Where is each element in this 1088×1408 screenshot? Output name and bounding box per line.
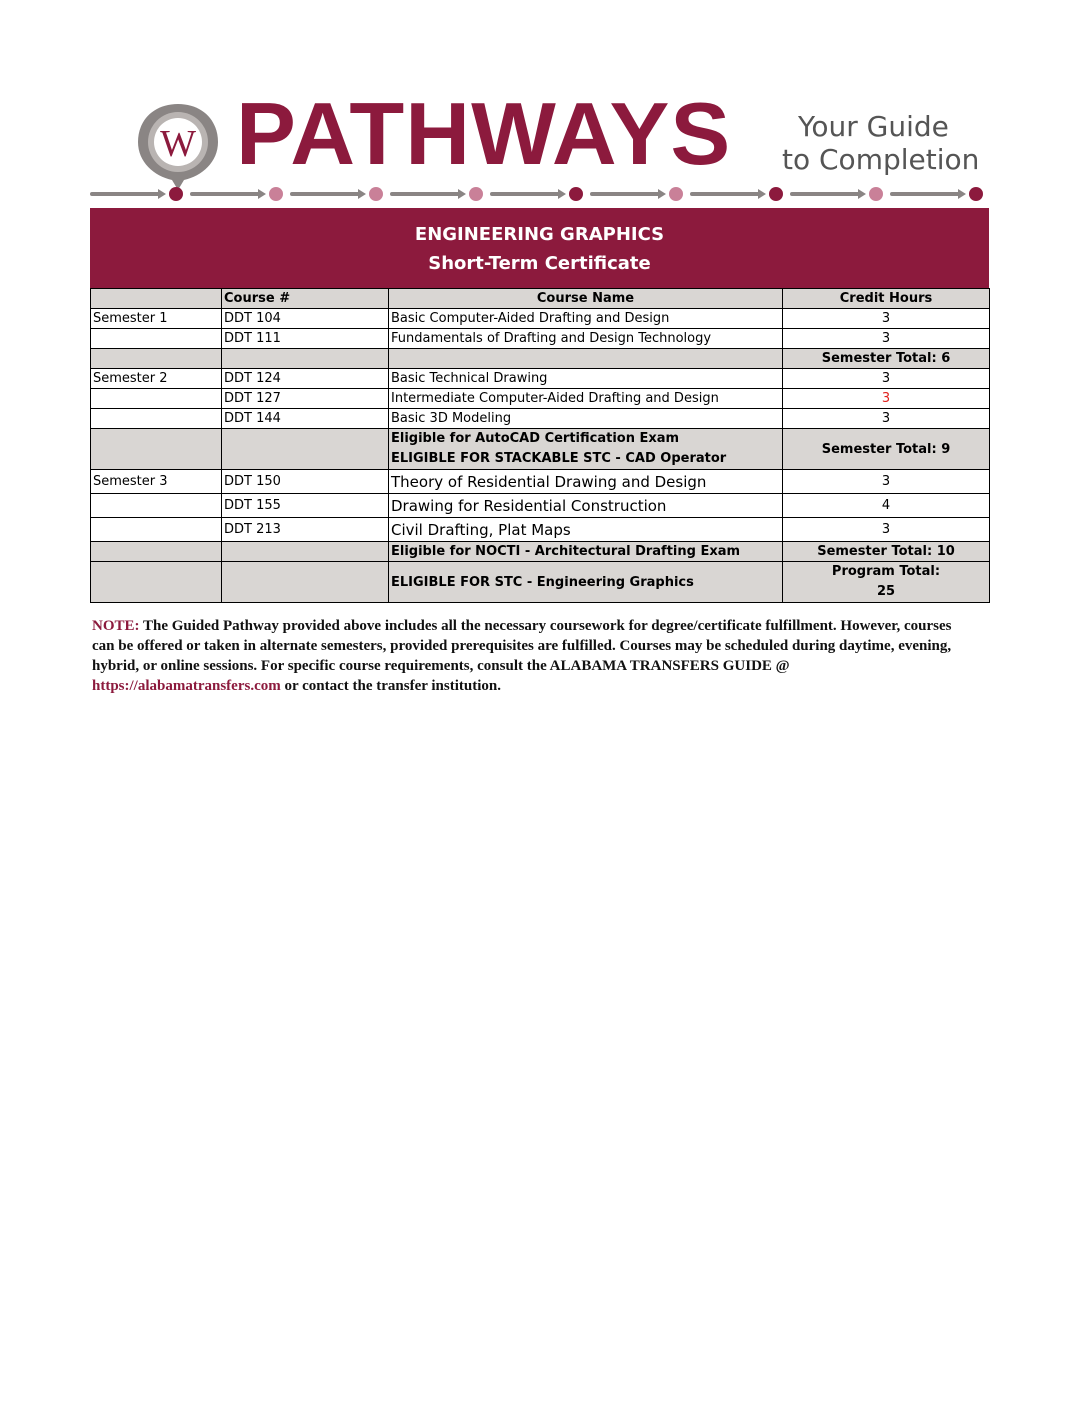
semester-total-cell: Semester Total: 6 xyxy=(783,349,990,369)
semester-total-row xyxy=(91,349,990,369)
semester-total-row xyxy=(91,429,990,470)
table-row xyxy=(91,329,990,349)
course-code-cell: DDT 104 xyxy=(222,309,389,329)
pathway-table xyxy=(90,208,989,603)
semester-cell: Semester 1 xyxy=(91,309,222,329)
table-row xyxy=(91,389,990,409)
divider-arrowhead xyxy=(758,189,766,199)
eligibility-cell: Eligible for NOCTI - Architectural Drafting Exam xyxy=(389,542,783,562)
credit-hours-cell: 4 xyxy=(783,494,990,518)
course-code-cell: DDT 124 xyxy=(222,369,389,389)
program-subtitle: Short-Term Certificate xyxy=(428,253,651,274)
divider-dot xyxy=(369,187,383,201)
note-text: The Guided Pathway provided above includes all the necessary coursework for degree/certificate fulfillment. However, courses can be offered or taken in alternate semesters, provided prerequisites are fulfilled. Courses may be scheduled during daytime, evening, hybrid, or online sessions. For specific course requirements, consult the ALABAMA TRANSFERS GUIDE @ xyxy=(92,618,952,674)
arrow-dot-divider xyxy=(90,184,990,204)
pathways-header xyxy=(90,84,990,208)
course-code-cell: DDT 127 xyxy=(222,389,389,409)
divider-dot xyxy=(269,187,283,201)
program-total-label: Program Total: xyxy=(831,564,941,579)
semester-cell xyxy=(91,429,222,470)
course-name-cell: Basic 3D Modeling xyxy=(389,409,783,429)
program-banner xyxy=(90,208,989,288)
course-code-cell xyxy=(222,542,389,562)
pathways-wordmark: PATHWAYS xyxy=(236,84,732,183)
course-code-cell: DDT 111 xyxy=(222,329,389,349)
course-code-cell xyxy=(222,562,389,603)
course-code-cell: DDT 155 xyxy=(222,494,389,518)
credit-hours-cell: 3 xyxy=(783,329,990,349)
credit-hours-cell: 3 xyxy=(783,518,990,542)
tagline-line-1: Your Guide xyxy=(798,110,949,143)
table-row xyxy=(91,409,990,429)
semester-cell xyxy=(91,349,222,369)
semester-total-cell: Semester Total: 10 xyxy=(783,542,990,562)
course-name-cell: Fundamentals of Drafting and Design Technology xyxy=(389,329,783,349)
course-code-cell xyxy=(222,429,389,470)
table-row xyxy=(91,518,990,542)
pathway-note xyxy=(92,616,972,696)
semester-cell xyxy=(91,389,222,409)
credit-hours-cell: 3 xyxy=(783,470,990,494)
semester-cell xyxy=(91,409,222,429)
divider-arrowhead xyxy=(358,189,366,199)
divider-arrowhead xyxy=(658,189,666,199)
divider-dot xyxy=(969,187,983,201)
course-code-cell: DDT 150 xyxy=(222,470,389,494)
course-name-cell: Theory of Residential Drawing and Design xyxy=(389,470,783,494)
header-course-name: Course Name xyxy=(389,289,783,309)
credit-hours-cell: 3 xyxy=(783,389,990,409)
semester-cell: Semester 3 xyxy=(91,470,222,494)
header-semester xyxy=(91,289,222,309)
semester-cell: Semester 2 xyxy=(91,369,222,389)
semester-cell xyxy=(91,329,222,349)
table-row xyxy=(91,309,990,329)
credit-hours-cell: 3 xyxy=(783,409,990,429)
tagline-line-2: to Completion xyxy=(782,143,980,176)
semester-cell xyxy=(91,494,222,518)
divider-arrowhead xyxy=(558,189,566,199)
header-credit-hours: Credit Hours xyxy=(783,289,990,309)
divider-arrowhead xyxy=(958,189,966,199)
semester-cell xyxy=(91,518,222,542)
tagline xyxy=(782,110,980,176)
course-name-cell xyxy=(389,349,783,369)
w-pin-logo-icon xyxy=(134,100,222,188)
eligibility-line-1: Eligible for AutoCAD Certification Exam xyxy=(391,431,680,446)
course-name-cell: Basic Computer-Aided Drafting and Design xyxy=(389,309,783,329)
table-header-row xyxy=(91,289,990,309)
header-course-number: Course # xyxy=(222,289,389,309)
alabama-transfers-link[interactable]: https://alabamatransfers.com xyxy=(92,678,281,694)
semester-cell xyxy=(91,542,222,562)
divider-dot xyxy=(669,187,683,201)
note-label: NOTE: xyxy=(92,618,140,634)
course-name-cell: Civil Drafting, Plat Maps xyxy=(389,518,783,542)
program-total-cell xyxy=(783,562,990,603)
eligibility-cell xyxy=(389,429,783,470)
table-row xyxy=(91,494,990,518)
program-total-value: 25 xyxy=(876,584,896,599)
divider-dot xyxy=(869,187,883,201)
course-code-cell: DDT 213 xyxy=(222,518,389,542)
divider-dot xyxy=(769,187,783,201)
course-name-cell: Intermediate Computer-Aided Drafting and Design xyxy=(389,389,783,409)
program-total-row xyxy=(91,562,990,603)
course-name-cell: Basic Technical Drawing xyxy=(389,369,783,389)
course-code-cell: DDT 144 xyxy=(222,409,389,429)
divider-arrowhead xyxy=(458,189,466,199)
divider-arrowhead xyxy=(858,189,866,199)
table-row xyxy=(91,470,990,494)
semester-total-row xyxy=(91,542,990,562)
semester-total-cell: Semester Total: 9 xyxy=(783,429,990,470)
semester-cell xyxy=(91,562,222,603)
course-name-cell: Drawing for Residential Construction xyxy=(389,494,783,518)
course-code-cell xyxy=(222,349,389,369)
program-title: ENGINEERING GRAPHICS xyxy=(414,224,665,245)
credit-hours-cell: 3 xyxy=(783,309,990,329)
course-table xyxy=(90,288,990,603)
divider-arrowhead xyxy=(258,189,266,199)
divider-dot xyxy=(469,187,483,201)
svg-text:W: W xyxy=(160,123,196,165)
divider-arrowhead xyxy=(158,189,166,199)
eligibility-line-2: ELIGIBLE FOR STACKABLE STC - CAD Operator xyxy=(391,451,727,466)
divider-dot xyxy=(569,187,583,201)
eligibility-cell: ELIGIBLE FOR STC - Engineering Graphics xyxy=(389,562,783,603)
credit-hours-cell: 3 xyxy=(783,369,990,389)
divider-dot xyxy=(169,187,183,201)
note-tail: or contact the transfer institution. xyxy=(280,678,501,694)
table-row xyxy=(91,369,990,389)
